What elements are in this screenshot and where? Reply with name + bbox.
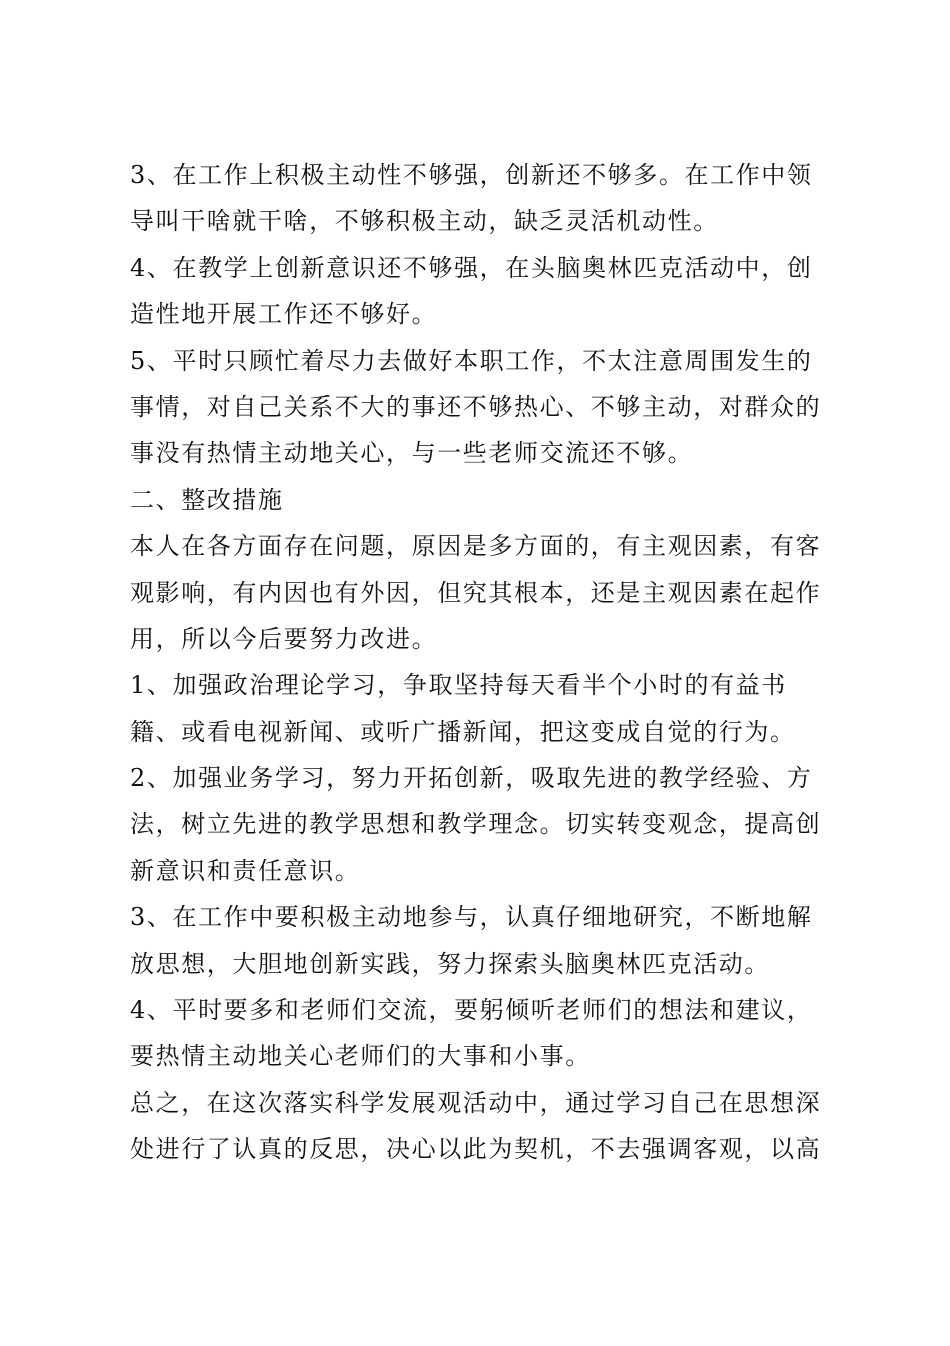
text-line: 本人在各方面存在问题，原因是多方面的，有主观因素，有客 — [130, 532, 822, 561]
text-line: 4、平时要多和老师们交流，要躬倾听老师们的想法和建议， — [130, 996, 813, 1025]
text-line: 造性地开展工作还不够好。 — [130, 300, 438, 329]
text-line: 放思想，大胆地创新实践，努力探索头脑奥林匹克活动。 — [130, 949, 770, 978]
text-line: 总之，在这次落实科学发展观活动中，通过学习自己在思想深 — [130, 1088, 822, 1117]
text-line: 导叫干啥就干啥，不够积极主动，缺乏灵活机动性。 — [130, 207, 719, 236]
text-line: 处进行了认真的反思，决心以此为契机，不去强调客观，以高 — [130, 1135, 822, 1164]
text-line: 新意识和责任意识。 — [130, 856, 361, 885]
text-line: 要热情主动地关心老师们的大事和小事。 — [130, 1042, 591, 1071]
text-line: 观影响，有内因也有外因，但究其根本，还是主观因素在起作 — [130, 578, 822, 607]
text-line: 法，树立先进的教学思想和教学理念。切实转变观念，提高创 — [130, 810, 822, 839]
document-body — [130, 152, 830, 1173]
text-line: 事没有热情主动地关心，与一些老师交流还不够。 — [130, 439, 694, 468]
text-line: 事情，对自己关系不大的事还不够热心、不够主动，对群众的 — [130, 392, 822, 421]
text-line: 3、在工作中要积极主动地参与，认真仔细地研究，不断地解 — [130, 903, 813, 932]
text-line: 3、在工作上积极主动性不够强，创新还不够多。在工作中领 — [130, 161, 813, 189]
text-line: 1、加强政治理论学习，争取坚持每天看半个小时的有益书 — [130, 671, 787, 700]
text-line: 2、加强业务学习，努力开拓创新，吸取先进的教学经验、方 — [130, 764, 813, 793]
text-line: 用，所以今后要努力改进。 — [130, 624, 438, 653]
text-line: 籍、或看电视新闻、或听广播新闻，把这变成自觉的行为。 — [130, 717, 796, 746]
text-line: 5、平时只顾忙着尽力去做好本职工作，不太注意周围发生的 — [130, 346, 813, 375]
section-heading: 二、整改措施 — [130, 485, 284, 514]
text-line: 4、在教学上创新意识还不够强，在头脑奥林匹克活动中，创 — [130, 253, 813, 282]
